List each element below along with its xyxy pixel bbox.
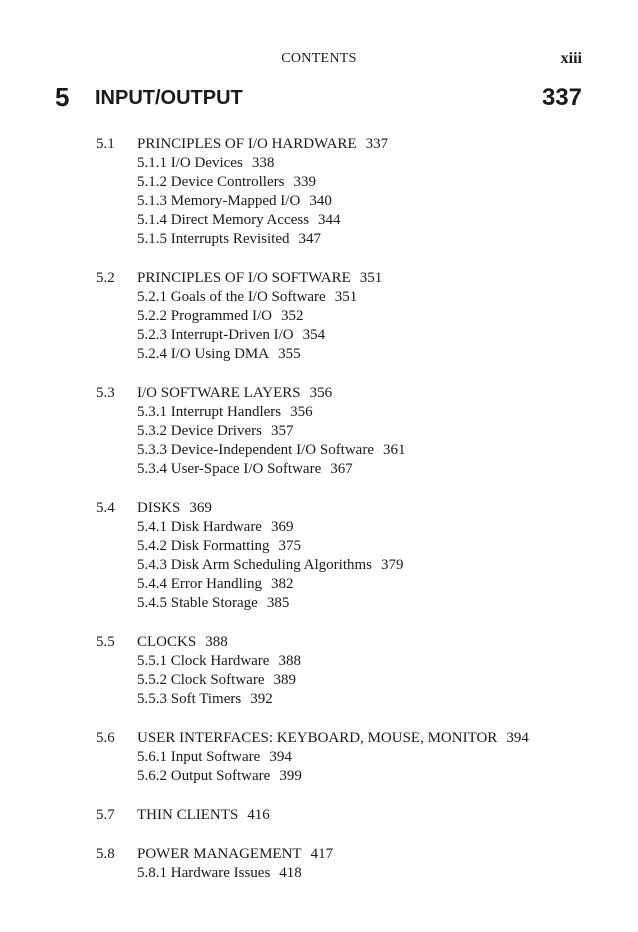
subsection-entry xyxy=(0,345,638,364)
section-number: 5.5 xyxy=(96,634,115,650)
section-title: CLOCKS xyxy=(137,634,197,650)
subsection-title: 5.1.2 Device Controllers xyxy=(137,174,285,190)
subsection-page: 356 xyxy=(290,404,313,420)
toc-section xyxy=(0,135,638,249)
subsection-page: 339 xyxy=(293,174,316,190)
subsection-page: 351 xyxy=(334,289,358,305)
subsection-entry xyxy=(0,518,638,537)
subsection-title: 5.1.5 Interrupts Revisited xyxy=(137,231,290,247)
subsection-title: 5.4.3 Disk Arm Scheduling Algorithms xyxy=(137,557,373,573)
section-number: 5.1 xyxy=(96,136,115,152)
subsection-page: 388 xyxy=(278,653,301,669)
subsection-title: 5.2.2 Programmed I/O xyxy=(137,308,272,324)
chapter-heading xyxy=(0,82,638,114)
subsection-title: 5.5.1 Clock Hardware xyxy=(137,653,270,669)
subsection-title: 5.3.4 User-Space I/O Software xyxy=(137,461,322,477)
subsection-page: 352 xyxy=(280,308,304,324)
section-title: DISKS xyxy=(137,500,181,516)
subsection-title: 5.4.5 Stable Storage xyxy=(137,595,258,611)
subsection-entry xyxy=(0,594,638,613)
subsection-title: 5.5.3 Soft Timers xyxy=(137,691,242,707)
running-header xyxy=(0,50,638,70)
toc-section xyxy=(0,845,638,883)
subsection-page: 354 xyxy=(302,327,326,343)
section-page: 388 xyxy=(205,634,228,650)
subsection-entry xyxy=(0,326,638,345)
subsection-entry xyxy=(0,767,638,786)
section-entry xyxy=(0,135,638,154)
subsection-title: 5.1.4 Direct Memory Access xyxy=(137,212,310,228)
section-page: 416 xyxy=(247,807,270,823)
subsection-page: 375 xyxy=(278,538,302,554)
subsection-title: 5.2.1 Goals of the I/O Software xyxy=(137,289,326,305)
subsection-page: 389 xyxy=(273,672,296,688)
subsection-entry xyxy=(0,230,638,249)
subsection-entry xyxy=(0,537,638,556)
section-entry xyxy=(0,384,638,403)
subsection-entry xyxy=(0,652,638,671)
section-number: 5.8 xyxy=(96,846,115,862)
section-page: 356 xyxy=(309,385,333,401)
section-number: 5.2 xyxy=(96,270,115,286)
subsection-title: 5.5.2 Clock Software xyxy=(137,672,265,688)
subsection-page: 367 xyxy=(330,461,353,477)
subsection-entry xyxy=(0,173,638,192)
subsection-page: 399 xyxy=(279,768,302,784)
subsection-entry xyxy=(0,671,638,690)
section-page: 351 xyxy=(359,270,383,286)
section-title: PRINCIPLES OF I/O HARDWARE xyxy=(137,136,357,152)
subsection-entry xyxy=(0,748,638,767)
subsection-title: 5.3.1 Interrupt Handlers xyxy=(137,404,282,420)
toc-section xyxy=(0,729,638,786)
section-entry xyxy=(0,729,638,748)
chapter-page: 337 xyxy=(541,84,582,111)
subsection-page: 347 xyxy=(298,231,321,247)
subsection-page: 385 xyxy=(266,595,290,611)
chapter-title: INPUT/OUTPUT xyxy=(95,87,243,109)
section-page: 394 xyxy=(506,730,529,746)
subsection-title: 5.8.1 Hardware Issues xyxy=(137,865,271,881)
subsection-entry xyxy=(0,864,638,883)
subsection-page: 361 xyxy=(383,442,406,458)
section-title: THIN CLIENTS xyxy=(137,807,239,823)
subsection-entry xyxy=(0,403,638,422)
subsection-page: 382 xyxy=(270,576,294,592)
subsection-entry xyxy=(0,460,638,479)
toc-section xyxy=(0,499,638,613)
subsection-page: 392 xyxy=(250,691,273,707)
subsection-page: 379 xyxy=(381,557,404,573)
subsection-entry xyxy=(0,192,638,211)
subsection-entry xyxy=(0,556,638,575)
subsection-title: 5.4.4 Error Handling xyxy=(137,576,262,592)
subsection-title: 5.1.3 Memory-Mapped I/O xyxy=(137,193,301,209)
section-entry xyxy=(0,269,638,288)
subsection-entry xyxy=(0,441,638,460)
subsection-page: 338 xyxy=(251,155,275,171)
subsection-title: 5.4.1 Disk Hardware xyxy=(137,519,262,535)
chapter-number: 5 xyxy=(55,82,70,112)
page-folio: xiii xyxy=(560,50,582,67)
subsection-page: 344 xyxy=(318,212,341,228)
section-number: 5.4 xyxy=(96,500,115,516)
section-title: POWER MANAGEMENT xyxy=(137,846,302,862)
subsection-title: 5.2.4 I/O Using DMA xyxy=(137,346,270,362)
section-entry xyxy=(0,499,638,518)
subsection-entry xyxy=(0,422,638,441)
table-of-contents xyxy=(0,135,638,903)
section-page: 417 xyxy=(310,846,334,862)
section-title: PRINCIPLES OF I/O SOFTWARE xyxy=(137,270,351,286)
running-title: CONTENTS xyxy=(281,51,357,66)
section-entry xyxy=(0,633,638,652)
subsection-page: 355 xyxy=(278,346,301,362)
section-entry xyxy=(0,806,638,825)
subsection-page: 340 xyxy=(309,193,332,209)
subsection-title: 5.1.1 I/O Devices xyxy=(137,155,243,171)
subsection-title: 5.3.3 Device-Independent I/O Software xyxy=(137,442,374,458)
section-title: USER INTERFACES: KEYBOARD, MOUSE, MONITOR xyxy=(137,730,498,746)
section-entry xyxy=(0,845,638,864)
subsection-entry xyxy=(0,307,638,326)
toc-section xyxy=(0,633,638,709)
subsection-title: 5.2.3 Interrupt-Driven I/O xyxy=(137,327,294,343)
subsection-entry xyxy=(0,154,638,173)
section-number: 5.6 xyxy=(96,730,115,746)
subsection-title: 5.6.2 Output Software xyxy=(137,768,271,784)
subsection-entry xyxy=(0,690,638,709)
section-page: 337 xyxy=(365,136,389,152)
subsection-entry xyxy=(0,288,638,307)
subsection-title: 5.6.1 Input Software xyxy=(137,749,261,765)
subsection-page: 357 xyxy=(270,423,294,439)
toc-section xyxy=(0,806,638,825)
subsection-page: 394 xyxy=(269,749,292,765)
subsection-page: 369 xyxy=(270,519,294,535)
subsection-entry xyxy=(0,211,638,230)
section-title: I/O SOFTWARE LAYERS xyxy=(137,385,301,401)
subsection-page: 418 xyxy=(279,865,302,881)
section-number: 5.3 xyxy=(96,385,115,401)
subsection-title: 5.3.2 Device Drivers xyxy=(137,423,262,439)
section-number: 5.7 xyxy=(96,807,115,823)
toc-section xyxy=(0,269,638,364)
subsection-entry xyxy=(0,575,638,594)
toc-section xyxy=(0,384,638,479)
section-page: 369 xyxy=(189,500,212,516)
subsection-title: 5.4.2 Disk Formatting xyxy=(137,538,270,554)
